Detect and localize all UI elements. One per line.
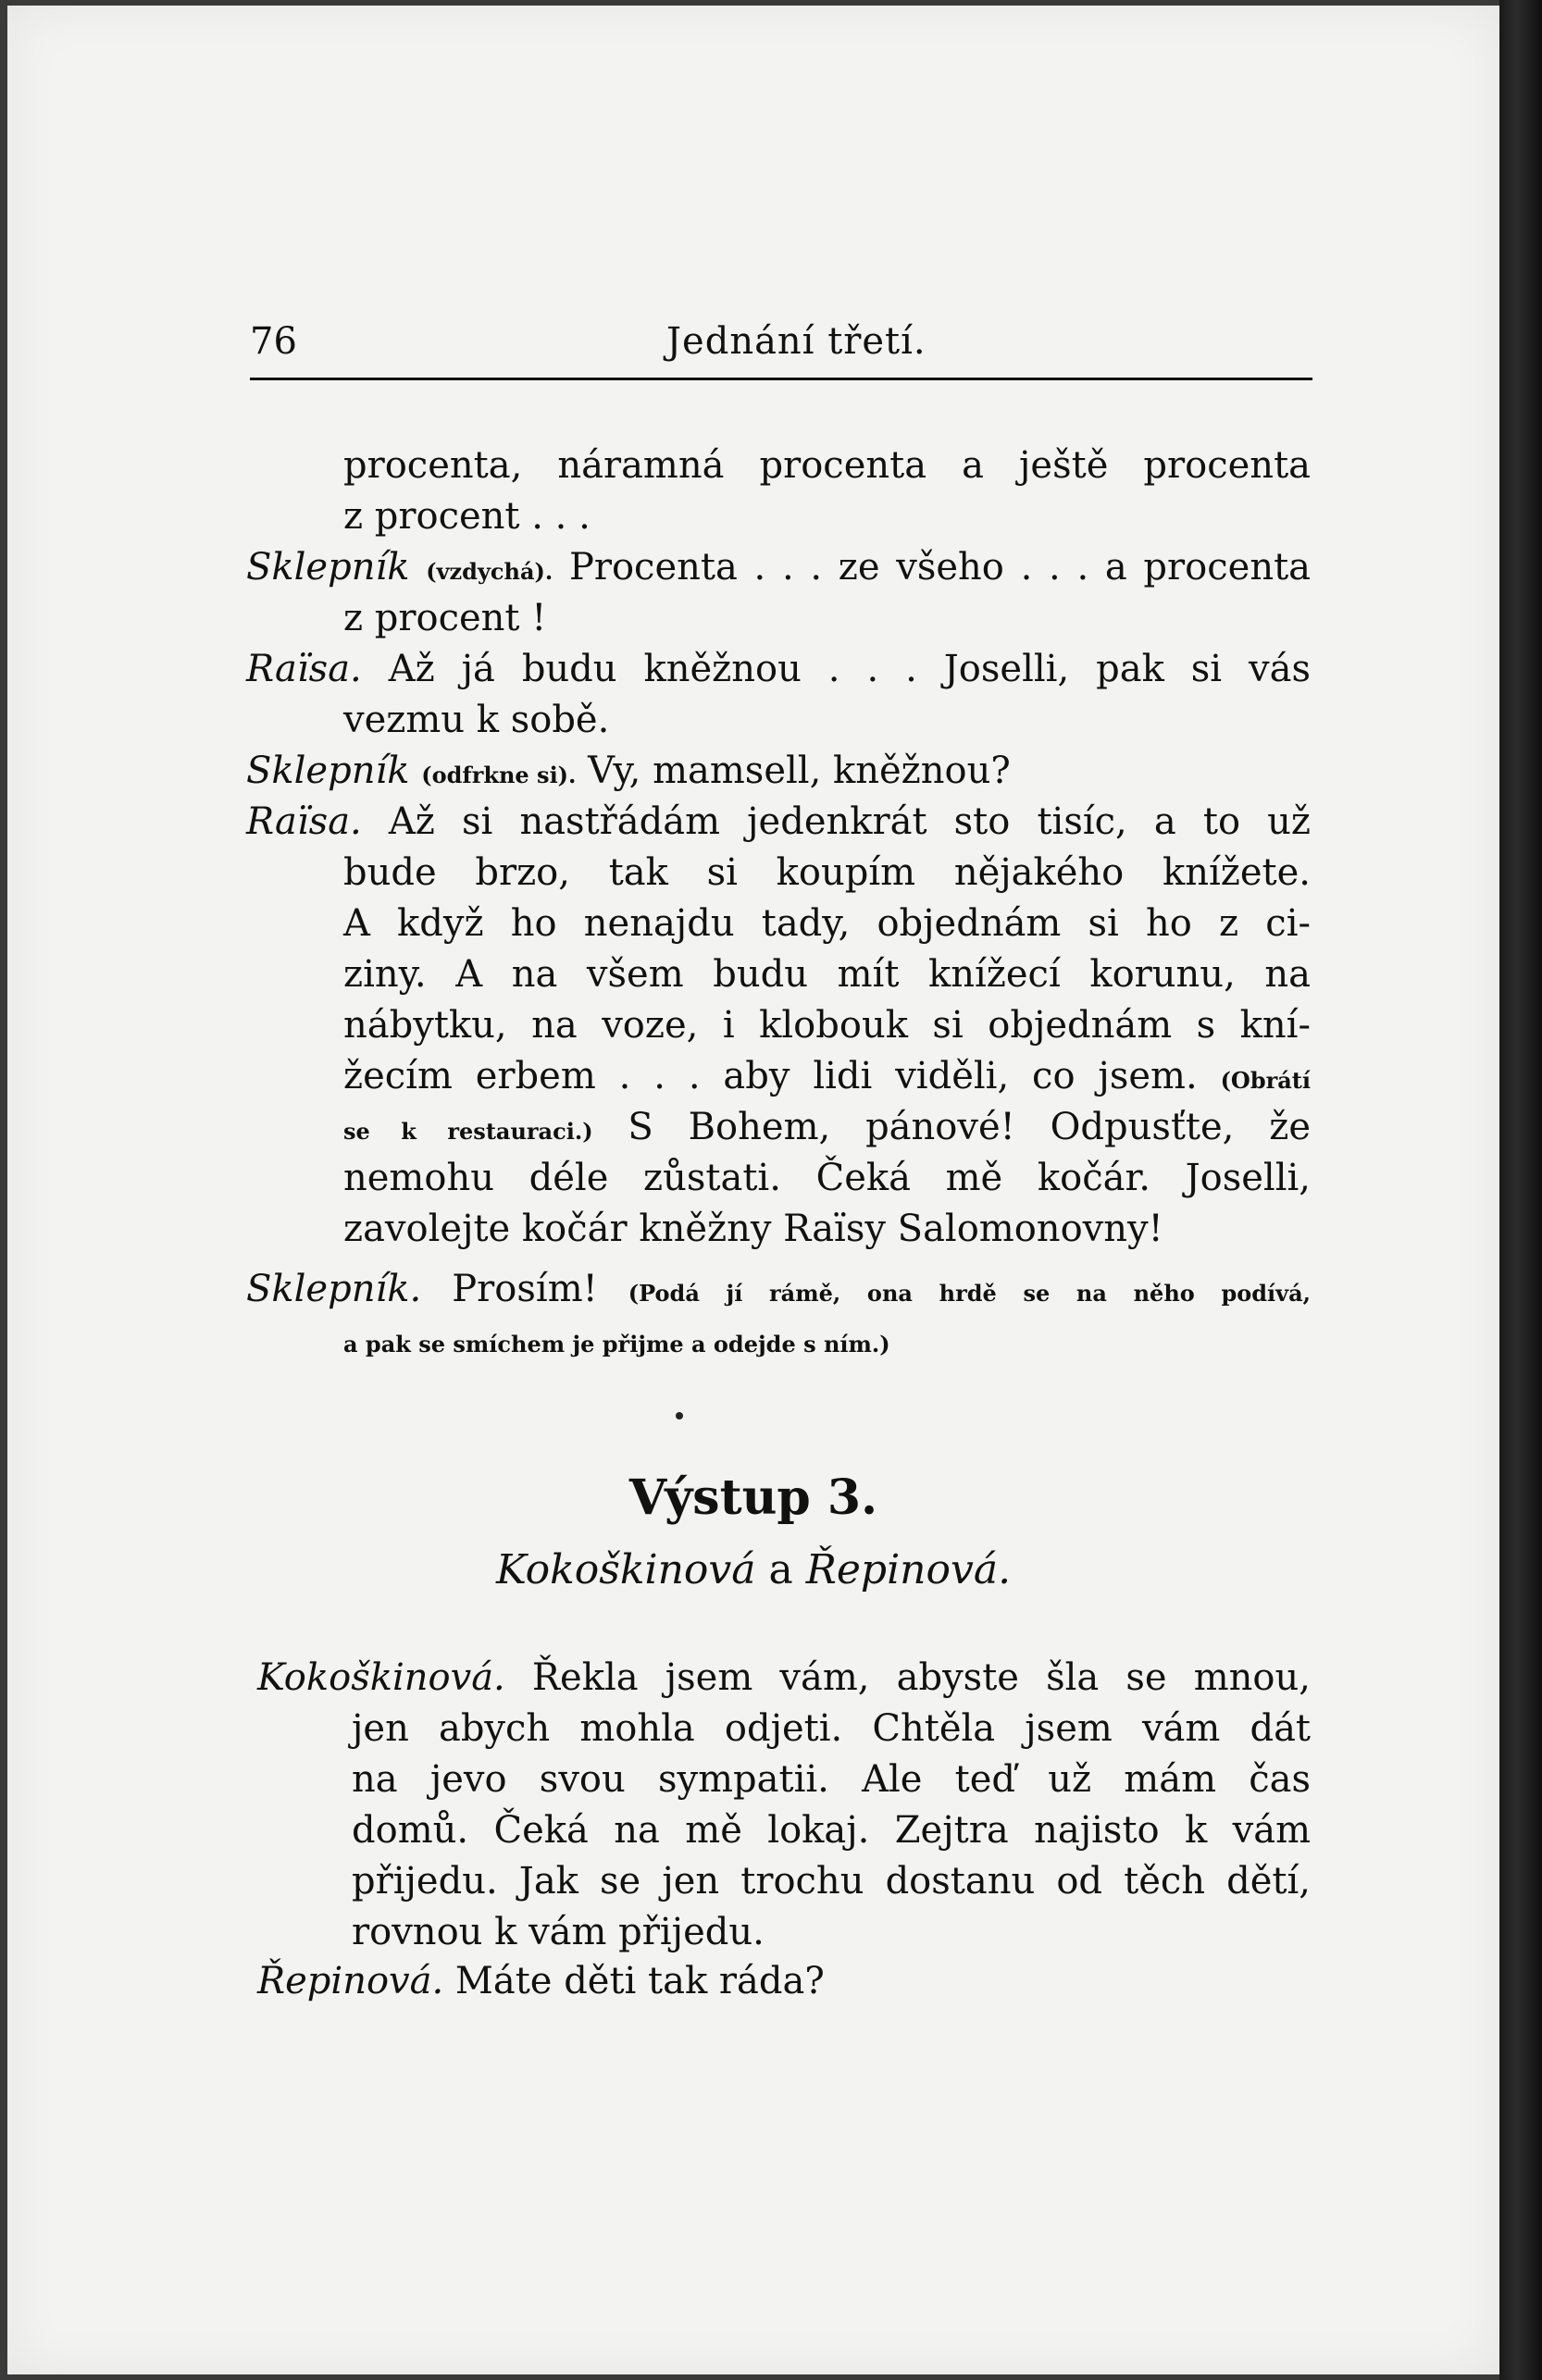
text-line: ziny. A na všem budu mít knížecí korunu, na (343, 953, 1311, 996)
dialogue-block-6 (352, 1704, 1311, 1958)
speech-line (246, 644, 1311, 695)
speech-line (246, 542, 1311, 593)
text-line: z procent ! (343, 597, 547, 639)
speech-text: Až já budu kněžnou . . . Joselli, pak si vás (388, 648, 1312, 690)
stage-direction: a pak se smíchem je přijme a odejde s ním.) (343, 1331, 890, 1357)
conjunction: a (768, 1546, 793, 1593)
stage-direction: (vzdychá). (426, 558, 553, 585)
text-line: nábytku, na voze, i klobouk si objednám s kní- (343, 1004, 1311, 1047)
speech-text: Procenta . . . ze všeho . . . a procenta (568, 546, 1311, 589)
speech-text: Prosím! (452, 1268, 598, 1310)
text-line: jen abych mohla odjeti. Chtěla jsem vám dát (352, 1707, 1311, 1750)
text-line: přijedu. Jak se jen trochu dostanu od těch dětí, (352, 1860, 1311, 1903)
speaker-name: Sklepník. (246, 1268, 422, 1310)
speech-line (257, 1653, 1311, 1704)
dialogue-block-7 (257, 1956, 1311, 2007)
speech-line (246, 746, 1311, 797)
running-header (250, 320, 1312, 380)
speech-text: Řekla jsem vám, abyste šla se mnou, (531, 1656, 1311, 1699)
character-name: Kokoškinová (495, 1546, 756, 1593)
dialogue-block-3 (343, 848, 1311, 1255)
speech-line (246, 797, 1311, 848)
speech-line (246, 1264, 1311, 1315)
page-number: 76 (250, 320, 297, 363)
text-line: A když ho nenajdu tady, objednám si ho z ci- (343, 902, 1311, 945)
stage-direction: (Obrátí (1220, 1067, 1312, 1094)
speaker-name: Raïsa. (246, 648, 362, 690)
speech-line (257, 1956, 1311, 2007)
text-line: zavolejte kočár kněžny Raïsy Salomonovny! (343, 1208, 1163, 1250)
speech-text: S Bohem, pánové! Odpusťte, že (628, 1106, 1311, 1148)
speaker-name: Raïsa. (246, 800, 362, 843)
text-line: na jevo svou sympatii. Ale teď už mám čas (352, 1758, 1311, 1801)
dialogue-block-2 (246, 542, 1311, 848)
text-line: vezmu k sobě. (343, 699, 610, 741)
scene-title: Výstup 3. (628, 1469, 878, 1526)
speech-text: Až si nastřádám jedenkrát sto tisíc, a to už (388, 800, 1311, 843)
dialogue-block-4 (246, 1264, 1311, 1366)
text-line (343, 1051, 1311, 1102)
speech-text: žecím erbem . . . aby lidi viděli, co jsem. (343, 1055, 1198, 1097)
speaker-name: Řepinová. (257, 1960, 444, 2002)
book-spine-edge (1499, 0, 1542, 2380)
text-line: nemohu déle zůstati. Čeká mě kočár. Joselli, (343, 1157, 1311, 1199)
text-line: rovnou k vám přijedu. (352, 1911, 765, 1953)
running-title: Jednání třetí. (666, 320, 926, 363)
stage-direction: se k restauraci.) (343, 1118, 593, 1145)
scene-characters (7, 1546, 1499, 1593)
direction-line (246, 1315, 1311, 1366)
stage-direction: (odfrkne si). (421, 762, 577, 788)
speech-text: Máte děti tak ráda? (454, 1960, 825, 2002)
text-line: bude brzo, tak si koupím nějakého knížete. (343, 851, 1311, 894)
text-line: z procent . . . (343, 495, 591, 538)
text-line (343, 1102, 1311, 1153)
speaker-name: Kokoškinová. (257, 1656, 505, 1699)
dialogue-block-5 (257, 1653, 1311, 1704)
speech-text: Vy, mamsell, kněžnou? (588, 750, 1011, 792)
character-name: Řepinová. (805, 1546, 1012, 1593)
book-page (7, 6, 1499, 2374)
speaker-name: Sklepník (246, 546, 410, 589)
speaker-name: Sklepník (246, 750, 410, 792)
text-line: domů. Čeká na mě lokaj. Zejtra najisto k vám (352, 1809, 1311, 1852)
stage-direction: (Podá jí rámě, ona hrdě se na něho podívá, (628, 1280, 1311, 1307)
print-speck (676, 1412, 683, 1419)
dialogue-block-1 (343, 440, 1311, 542)
text-line: procenta, náramná procenta a ještě procenta (343, 444, 1311, 487)
